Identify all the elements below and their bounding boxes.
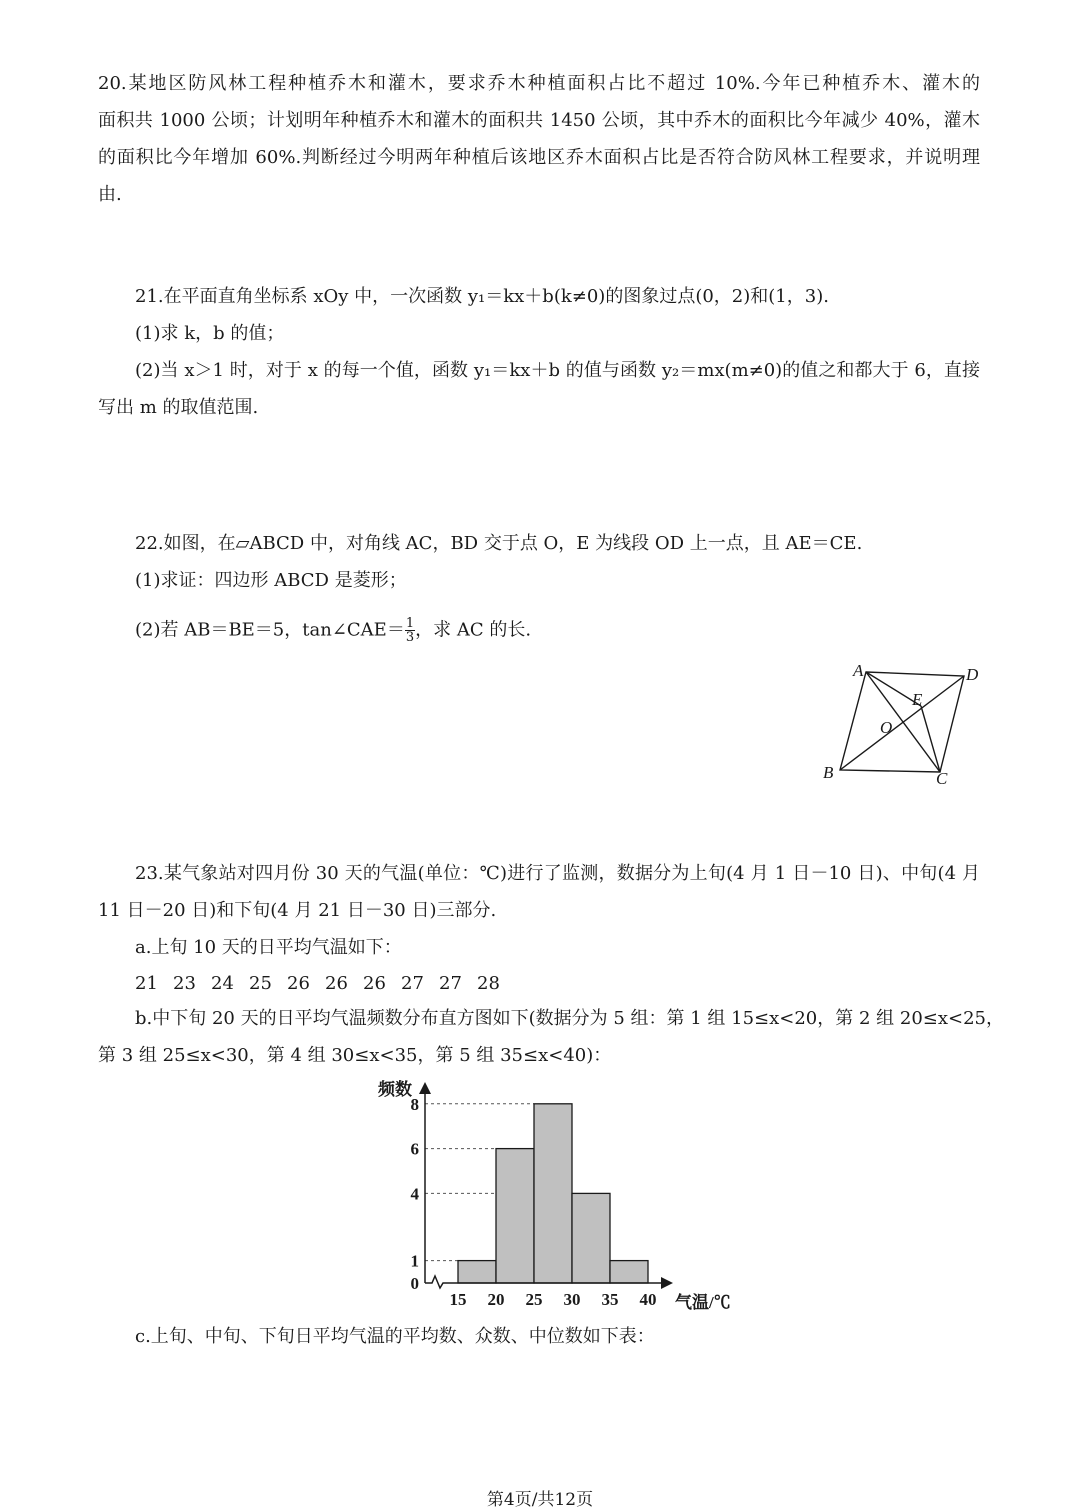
histogram-bar — [572, 1193, 610, 1283]
x-axis-label: 气温/℃ — [675, 1293, 731, 1312]
q22-part-2 — [135, 617, 531, 644]
label-d: D — [966, 665, 979, 684]
rhombus-figure — [818, 658, 988, 788]
x-tick-label: 35 — [601, 1290, 619, 1309]
q23-b-line-1: b.中下旬 20 天的日平均气温频数分布直方图如下(数据分为 5 组：第 1 组 15≤x<20，第 2 组 20≤x<25， — [135, 1008, 1004, 1029]
label-a: A — [853, 661, 864, 680]
q22-part-2-prefix: (2)若 AB＝BE＝5，tan∠CAE＝ — [135, 619, 405, 641]
q21-part-2-line-1: (2)当 x＞1 时，对于 x 的每一个值，函数 y₁＝kx＋b 的值与函数 y₂＝mx(m≠0)的值之和都大于 6，直接 — [135, 360, 980, 381]
q22-part-2-suffix: ，求 AC 的长. — [415, 619, 532, 641]
y-tick-label: 4 — [410, 1184, 419, 1204]
label-b: B — [823, 763, 834, 782]
q23-stem-line-2: 11 日－20 日)和下旬(4 月 21 日－30 日)三部分. — [98, 900, 497, 921]
temperature-value: 27 — [439, 973, 462, 994]
x-tick-label: 25 — [525, 1290, 543, 1309]
fraction-denominator: 3 — [405, 630, 415, 645]
rhombus-outline — [840, 672, 964, 772]
q23-stem-line-1: 23.某气象站对四月份 30 天的气温(单位：℃)进行了监测，数据分为上旬(4 月 1 日－10 日)、中旬(4 月 — [135, 863, 980, 884]
q20-line-4: 由. — [98, 184, 122, 205]
q20-line-1: 20.某地区防风林工程种植乔木和灌木，要求乔木种植面积占比不超过 10%.今年已种植乔木、灌木的 — [98, 73, 980, 94]
temperature-value: 21 — [135, 973, 158, 994]
label-c: C — [936, 769, 948, 788]
histogram-bar — [534, 1104, 572, 1283]
temperature-value: 27 — [401, 973, 424, 994]
q23-a-label: a.上旬 10 天的日平均气温如下： — [135, 937, 402, 958]
segment-ce — [921, 706, 940, 772]
q21-stem: 21.在平面直角坐标系 xOy 中，一次函数 y₁＝kx＋b(k≠0)的图象过点(0，2)和(1，3). — [135, 286, 829, 307]
q20-line-2: 面积共 1000 公顷；计划明年种植乔木和灌木的面积共 1450 公顷，其中乔木的面积比今年减少 40%，灌木 — [98, 110, 980, 131]
temperature-value: 26 — [363, 973, 386, 994]
y-tick-label: 8 — [410, 1094, 419, 1114]
histogram-bar — [610, 1261, 648, 1283]
q20-line-3: 的面积比今年增加 60%.判断经过今明两年种植后该地区乔木面积占比是否符合防风林工程要求，并说明理 — [98, 147, 980, 168]
temperature-value: 28 — [477, 973, 500, 994]
temperature-value: 26 — [287, 973, 310, 994]
y-tick-labels — [411, 1095, 420, 1293]
x-tick-labels — [450, 1290, 657, 1309]
q21-part-2-line-2: 写出 m 的取值范围. — [98, 397, 259, 418]
q23-c-label: c.上旬、中旬、下旬日平均气温的平均数、众数、中位数如下表： — [135, 1326, 655, 1347]
q22-part-1: (1)求证：四边形 ABCD 是菱形； — [135, 570, 407, 591]
y-tick-label: 6 — [410, 1139, 419, 1159]
x-tick-label: 30 — [563, 1290, 581, 1309]
temperature-value: 26 — [325, 973, 348, 994]
y-tick-label: 0 — [410, 1274, 419, 1293]
q23-b-line-2: 第 3 组 25≤x<30，第 4 组 30≤x<35，第 5 组 35≤x<40)： — [98, 1045, 612, 1066]
temperature-value: 23 — [173, 973, 196, 994]
label-e: E — [912, 690, 923, 709]
fraction-one-third — [405, 617, 415, 644]
page-footer: 第4页/共12页 — [486, 1490, 594, 1510]
x-tick-label: 20 — [487, 1290, 505, 1309]
fraction-numerator: 1 — [405, 616, 415, 631]
q22-stem: 22.如图，在▱ABCD 中，对角线 AC，BD 交于点 O，E 为线段 OD 上一点，且 AE＝CE. — [135, 533, 863, 554]
diagonal-bd — [840, 676, 964, 770]
y-tick-label: 1 — [410, 1251, 419, 1271]
x-tick-label: 40 — [639, 1290, 657, 1309]
q21-part-1: (1)求 k，b 的值； — [135, 323, 285, 344]
x-tick-label: 15 — [449, 1290, 467, 1309]
y-axis-label: 频数 — [378, 1080, 412, 1099]
histogram-bar — [496, 1149, 534, 1283]
label-o: O — [880, 718, 893, 737]
q23-a-values — [135, 972, 515, 996]
frequency-histogram — [370, 1075, 750, 1320]
temperature-value: 25 — [249, 973, 272, 994]
histogram-bar — [458, 1261, 496, 1283]
temperature-value: 24 — [211, 973, 234, 994]
